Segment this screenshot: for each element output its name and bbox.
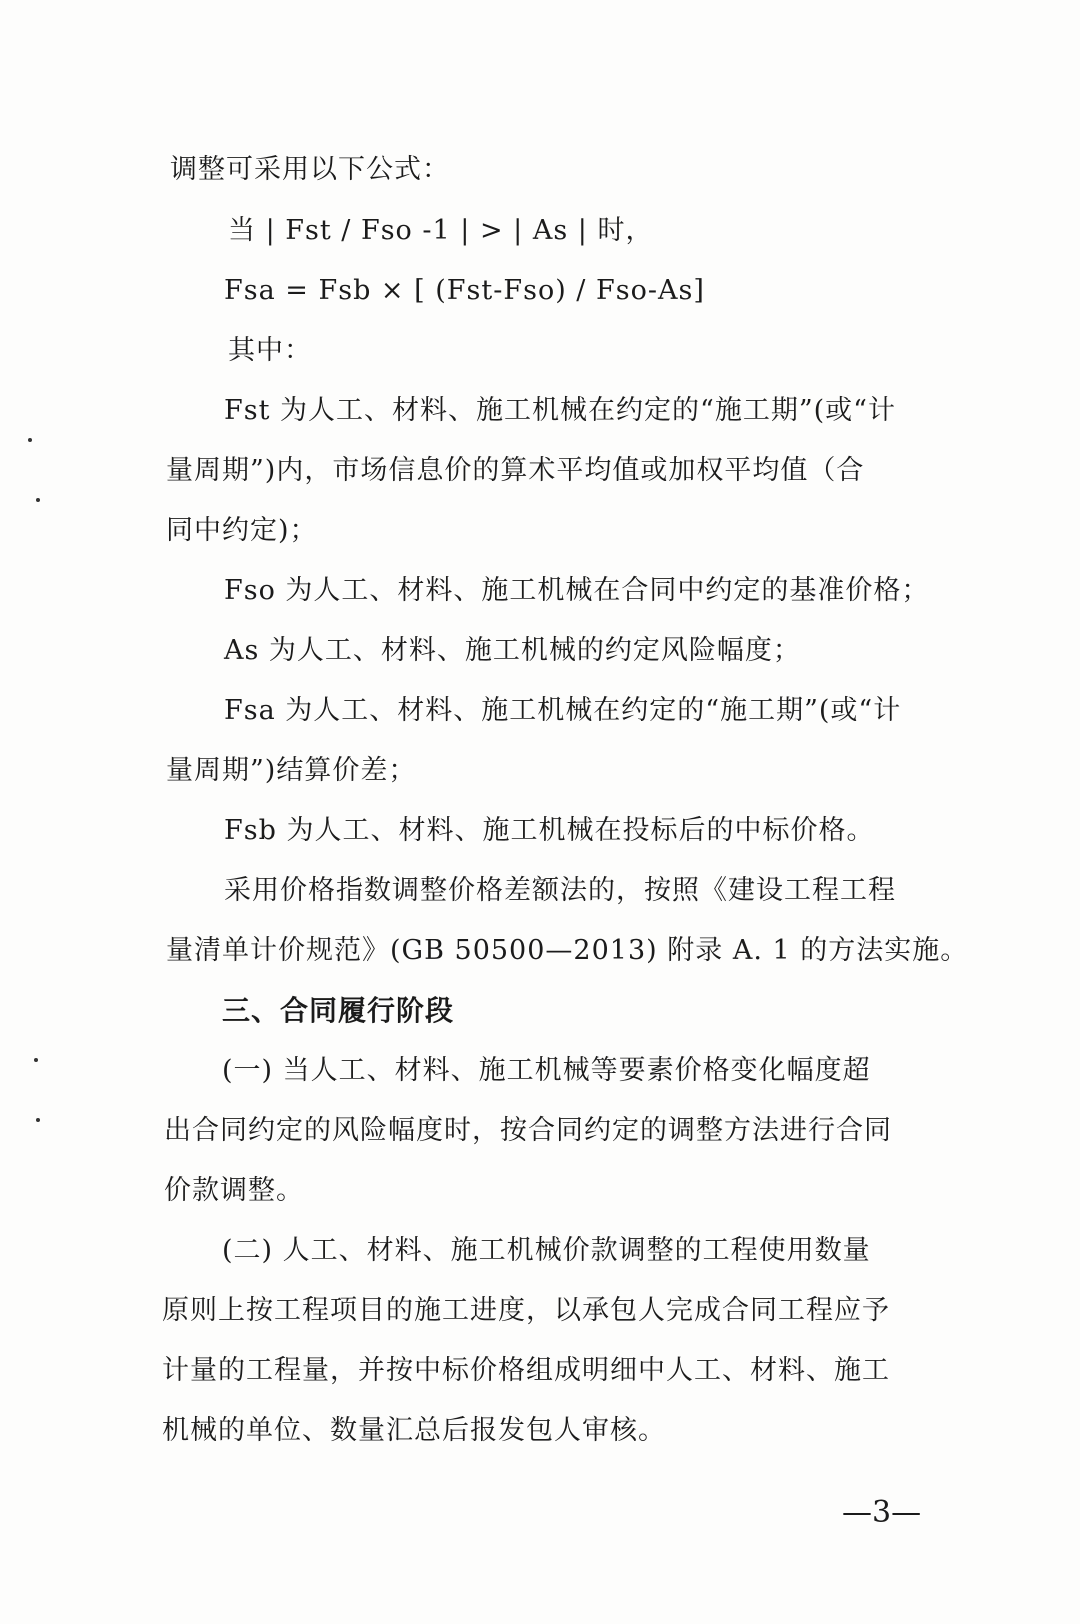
text-line: 量周期”)内，市场信息价的算术平均值或加权平均值（合 xyxy=(166,455,865,486)
text-line: 原则上按工程项目的施工进度，以承包人完成合同工程应予 xyxy=(162,1295,890,1326)
text-line: 同中约定)； xyxy=(166,515,318,546)
text-line: 出合同约定的风险幅度时，按合同约定的调整方法进行合同 xyxy=(164,1115,892,1146)
text-line: 量清单计价规范》(GB 50500—2013) 附录 A. 1 的方法实施。 xyxy=(166,935,969,966)
text-line: 调整可采用以下公式： xyxy=(170,154,450,185)
text-line: 量周期”)结算价差； xyxy=(166,755,417,786)
section-heading: 三、合同履行阶段 xyxy=(222,994,455,1027)
definition-fst: Fst 为人工、材料、施工机械在约定的“施工期”(或“计 xyxy=(224,395,896,426)
clause-1: (一) 当人工、材料、施工机械等要素价格变化幅度超 xyxy=(222,1055,871,1086)
scan-speck xyxy=(34,1058,38,1062)
text-line: 价款调整。 xyxy=(164,1175,304,1206)
scan-speck xyxy=(36,1118,40,1122)
scan-speck xyxy=(28,438,32,442)
page-number: —3— xyxy=(842,1495,922,1530)
definition-fso: Fso 为人工、材料、施工机械在合同中约定的基准价格； xyxy=(224,575,930,606)
definition-as: As 为人工、材料、施工机械的约定风险幅度； xyxy=(224,635,801,666)
scan-speck xyxy=(36,498,40,502)
formula-equation: Fsa = Fsb × [ (Fst-Fso) / Fso-As] xyxy=(224,275,705,306)
text-line: 其中： xyxy=(228,335,312,366)
clause-2: (二) 人工、材料、施工机械价款调整的工程使用数量 xyxy=(222,1235,871,1266)
text-line: 计量的工程量，并按中标价格组成明细中人工、材料、施工 xyxy=(162,1355,890,1386)
formula-condition: 当 | Fst / Fso -1 | > | As | 时， xyxy=(228,215,654,246)
text-line: 采用价格指数调整价格差额法的，按照《建设工程工程 xyxy=(224,875,896,906)
definition-fsa: Fsa 为人工、材料、施工机械在约定的“施工期”(或“计 xyxy=(224,695,902,726)
definition-fsb: Fsb 为人工、材料、施工机械在投标后的中标价格。 xyxy=(224,815,875,846)
text-line: 机械的单位、数量汇总后报发包人审核。 xyxy=(162,1415,666,1446)
